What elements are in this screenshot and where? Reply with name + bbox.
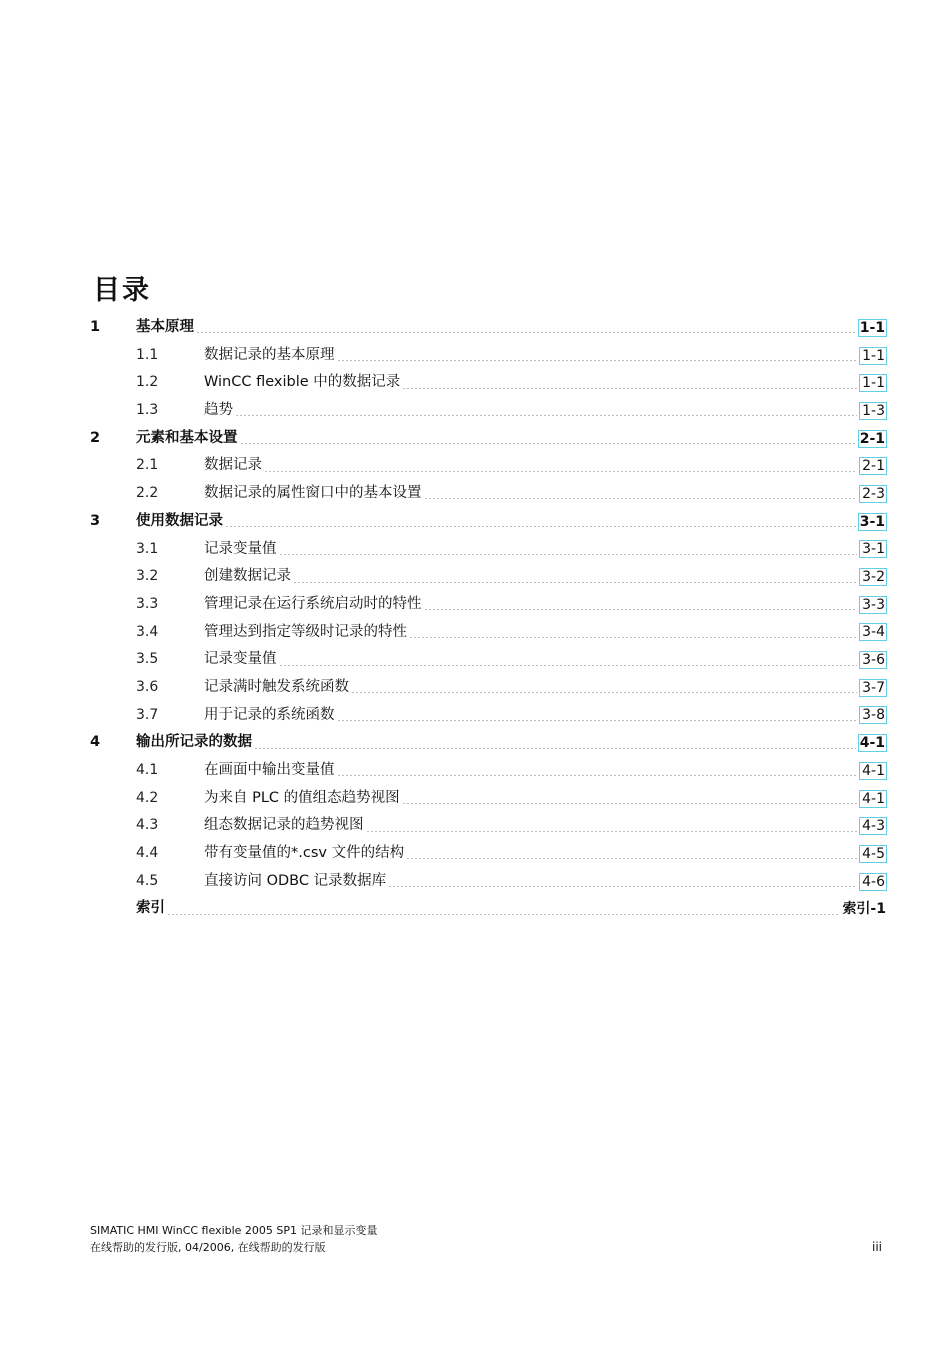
footer-product-line: SIMATIC HMI WinCC flexible 2005 SP1 记录和显示变量 bbox=[90, 1224, 378, 1237]
toc-entry-number: 3.6 bbox=[136, 678, 159, 695]
dot-leader bbox=[351, 692, 857, 693]
toc-entry-number: 4.5 bbox=[136, 872, 159, 889]
toc-entry-title[interactable]: 基本原理 bbox=[136, 319, 194, 335]
dot-leader bbox=[167, 914, 839, 915]
toc-page-link[interactable]: 4-1 bbox=[859, 735, 885, 752]
toc-entry-line bbox=[204, 536, 887, 564]
toc-entry-line bbox=[136, 425, 887, 453]
toc-section-row[interactable] bbox=[90, 342, 887, 370]
toc-entry-line bbox=[204, 646, 887, 674]
toc-section-row[interactable] bbox=[90, 619, 887, 647]
dot-leader bbox=[388, 886, 857, 887]
toc-entry-title[interactable]: 索引 bbox=[136, 900, 165, 917]
toc-chapter-row[interactable] bbox=[90, 729, 887, 757]
toc-section-row[interactable] bbox=[90, 397, 887, 425]
toc-entry-line bbox=[204, 452, 887, 480]
toc-entry-number: 1.2 bbox=[136, 374, 159, 391]
toc-entry-line bbox=[204, 757, 887, 785]
toc-entry-title[interactable]: WinCC flexible 中的数据记录 bbox=[204, 374, 401, 391]
toc-section-row[interactable] bbox=[90, 563, 887, 591]
toc-entry-title[interactable]: 数据记录的属性窗口中的基本设置 bbox=[204, 485, 422, 502]
toc-entry-line bbox=[204, 702, 887, 730]
toc-index-row[interactable] bbox=[90, 895, 887, 923]
toc-chapter-row[interactable] bbox=[90, 425, 887, 453]
toc-page-link[interactable]: 2-3 bbox=[859, 485, 887, 503]
toc-entry-line bbox=[136, 314, 887, 342]
toc-entry-title[interactable]: 在画面中输出变量值 bbox=[204, 762, 335, 778]
toc-entry-line bbox=[204, 397, 887, 425]
toc-entry-line bbox=[204, 868, 887, 896]
toc-entry-number: 2.2 bbox=[136, 485, 159, 502]
dot-leader bbox=[337, 720, 858, 721]
footer-page-number: iii bbox=[871, 1240, 882, 1254]
toc-entry-line bbox=[204, 785, 887, 813]
toc-entry-number: 3.5 bbox=[136, 651, 159, 668]
toc-page-link[interactable]: 1-3 bbox=[859, 402, 887, 420]
dot-leader bbox=[240, 443, 856, 444]
dot-leader bbox=[254, 748, 856, 749]
toc-section-row[interactable] bbox=[90, 369, 887, 397]
footer bbox=[90, 1222, 378, 1256]
page-title: 目录 bbox=[93, 275, 151, 306]
toc-entry-line bbox=[204, 812, 887, 840]
table-of-contents bbox=[90, 314, 887, 923]
toc-page-link[interactable]: 索引-1 bbox=[842, 901, 886, 918]
toc-entry-title[interactable]: 为来自 PLC 的值组态趋势视图 bbox=[204, 789, 400, 806]
toc-entry-title[interactable]: 创建数据记录 bbox=[204, 568, 291, 585]
toc-page-link[interactable]: 3-4 bbox=[859, 623, 887, 641]
toc-entry-title[interactable]: 组态数据记录的趋势视图 bbox=[204, 817, 364, 834]
dot-leader bbox=[402, 388, 857, 389]
toc-page-link[interactable]: 1-1 bbox=[859, 347, 887, 365]
toc-section-row[interactable] bbox=[90, 785, 887, 813]
toc-section-row[interactable] bbox=[90, 812, 887, 840]
toc-entry-number: 1 bbox=[90, 319, 101, 335]
toc-section-row[interactable] bbox=[90, 646, 887, 674]
toc-section-row[interactable] bbox=[90, 480, 887, 508]
dot-leader bbox=[424, 498, 858, 499]
toc-entry-title[interactable]: 输出所记录的数据 bbox=[136, 734, 252, 751]
dot-leader bbox=[402, 803, 857, 804]
toc-section-row[interactable] bbox=[90, 591, 887, 619]
toc-section-row[interactable] bbox=[90, 452, 887, 480]
toc-entry-number: 4 bbox=[90, 734, 101, 751]
toc-entry-title[interactable]: 直接访问 ODBC 记录数据库 bbox=[204, 872, 387, 889]
toc-page-link[interactable]: 4-1 bbox=[859, 790, 887, 808]
toc-entry-number: 1.3 bbox=[136, 402, 159, 419]
toc-entry-line bbox=[204, 480, 887, 508]
toc-entry-line bbox=[136, 508, 887, 536]
toc-entry-title[interactable]: 记录满时触发系统函数 bbox=[204, 678, 349, 695]
toc-entry-line bbox=[204, 342, 887, 370]
toc-entry-line bbox=[204, 369, 887, 397]
toc-entry-number: 4.3 bbox=[136, 817, 159, 834]
toc-chapter-row[interactable] bbox=[90, 314, 887, 342]
dot-leader bbox=[409, 637, 857, 638]
dot-leader bbox=[337, 775, 858, 776]
toc-entry-title[interactable]: 趋势 bbox=[204, 402, 233, 419]
toc-entry-line bbox=[204, 563, 887, 591]
toc-entry-title[interactable]: 数据记录 bbox=[204, 457, 262, 474]
toc-entry-title[interactable]: 带有变量值的*.csv 文件的结构 bbox=[204, 845, 405, 862]
toc-entry-number: 1.1 bbox=[136, 346, 159, 363]
toc-entry-number: 4.1 bbox=[136, 762, 159, 778]
toc-entry-line bbox=[204, 591, 887, 619]
toc-page-link[interactable]: 3-7 bbox=[859, 679, 887, 697]
toc-entry-number: 3 bbox=[90, 512, 101, 529]
toc-entry-number: 3.2 bbox=[136, 568, 159, 585]
toc-entry-title[interactable]: 元素和基本设置 bbox=[136, 429, 238, 446]
dot-leader bbox=[196, 332, 856, 333]
toc-entry-title[interactable]: 记录变量值 bbox=[204, 651, 277, 668]
toc-section-row[interactable] bbox=[90, 868, 887, 896]
toc-entry-title[interactable]: 记录变量值 bbox=[204, 540, 277, 557]
footer-edition-line: 在线帮助的发行版, 04/2006, 在线帮助的发行版 bbox=[90, 1241, 326, 1254]
toc-page-link[interactable]: 4-5 bbox=[859, 845, 887, 863]
toc-entry-title[interactable]: 数据记录的基本原理 bbox=[204, 346, 335, 363]
dot-leader bbox=[279, 665, 858, 666]
toc-entry-number: 3.3 bbox=[136, 595, 159, 612]
dot-leader bbox=[337, 360, 858, 361]
toc-page-link[interactable]: 3-6 bbox=[859, 651, 887, 669]
toc-page-link[interactable]: 3-1 bbox=[859, 513, 885, 530]
toc-entry-title[interactable]: 用于记录的系统函数 bbox=[204, 706, 335, 723]
toc-entry-title[interactable]: 管理达到指定等级时记录的特性 bbox=[204, 623, 407, 640]
toc-page-link[interactable]: 2-1 bbox=[859, 457, 887, 475]
toc-entry-number: 3.4 bbox=[136, 623, 159, 640]
dot-leader bbox=[279, 554, 858, 555]
toc-section-row[interactable] bbox=[90, 702, 887, 730]
toc-section-row[interactable] bbox=[90, 757, 887, 785]
toc-page-link[interactable]: 4-6 bbox=[859, 873, 887, 891]
toc-page-link[interactable]: 4-3 bbox=[859, 817, 887, 835]
toc-entry-number: 3.7 bbox=[136, 706, 159, 723]
toc-page-link[interactable]: 3-1 bbox=[859, 540, 887, 558]
toc-entry-number: 4.4 bbox=[136, 845, 159, 862]
dot-leader bbox=[264, 471, 857, 472]
toc-page-link[interactable]: 1-1 bbox=[859, 319, 885, 336]
toc-entry-number: 2 bbox=[90, 429, 101, 446]
toc-entry-number: 3.1 bbox=[136, 540, 159, 557]
toc-page-link[interactable]: 3-2 bbox=[859, 568, 887, 586]
toc-entry-title[interactable]: 管理记录在运行系统启动时的特性 bbox=[204, 595, 422, 612]
toc-entry-number: 4.2 bbox=[136, 789, 159, 806]
toc-entry-line bbox=[204, 619, 887, 647]
dot-leader bbox=[406, 858, 857, 859]
toc-page-link[interactable]: 2-1 bbox=[859, 430, 885, 447]
toc-entry-line bbox=[204, 674, 887, 702]
dot-leader bbox=[235, 415, 857, 416]
toc-section-row[interactable] bbox=[90, 674, 887, 702]
toc-entry-line bbox=[204, 840, 887, 868]
toc-page-link[interactable]: 1-1 bbox=[859, 374, 887, 392]
toc-section-row[interactable] bbox=[90, 536, 887, 564]
toc-entry-number: 2.1 bbox=[136, 457, 159, 474]
toc-page-link[interactable]: 3-8 bbox=[859, 706, 887, 724]
toc-section-row[interactable] bbox=[90, 840, 887, 868]
toc-entry-title[interactable]: 使用数据记录 bbox=[136, 512, 223, 529]
toc-page-link[interactable]: 4-1 bbox=[859, 762, 887, 780]
dot-leader bbox=[366, 831, 858, 832]
dot-leader bbox=[424, 609, 858, 610]
dot-leader bbox=[293, 582, 857, 583]
toc-chapter-row[interactable] bbox=[90, 508, 887, 536]
dot-leader bbox=[225, 526, 856, 527]
toc-entry-line bbox=[136, 729, 887, 757]
toc-entry-line bbox=[136, 895, 887, 923]
toc-page-link[interactable]: 3-3 bbox=[859, 596, 887, 614]
